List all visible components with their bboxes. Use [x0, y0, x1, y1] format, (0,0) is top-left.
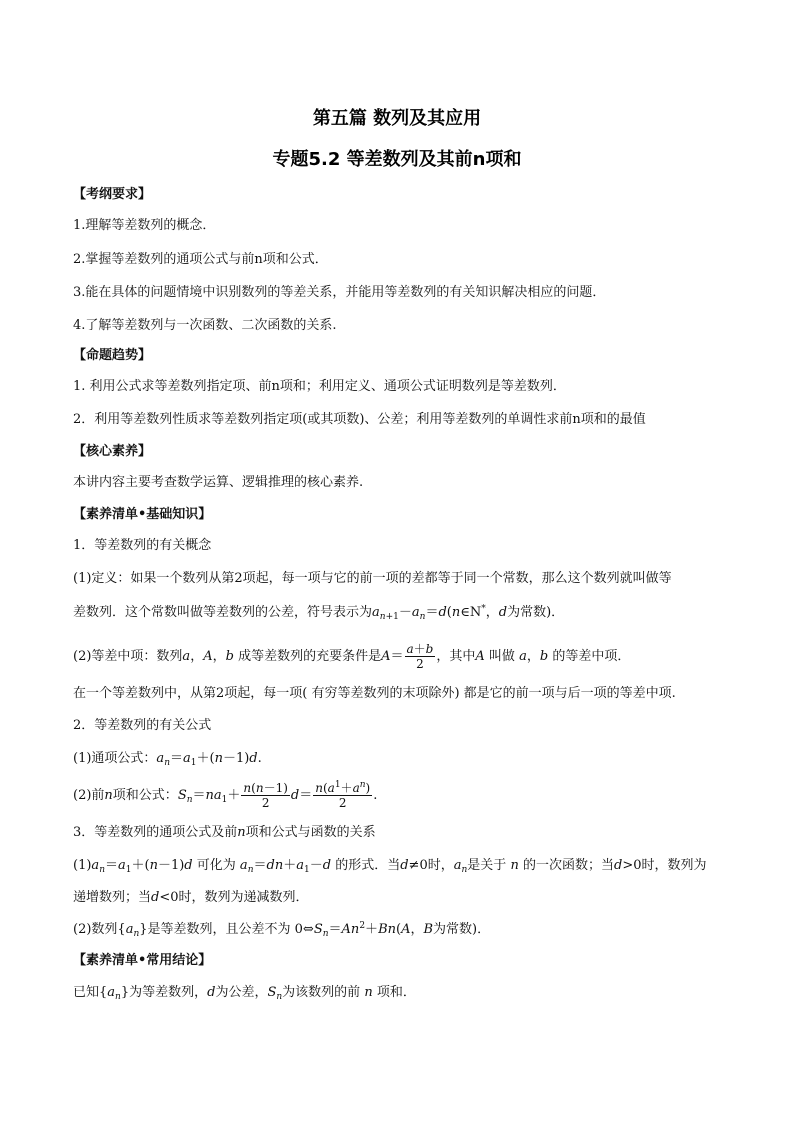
- kaogang-item: 3.能在具体的问题情境中识别数列的等差关系，并能用等差数列的有关知识解决相应的问题．: [73, 285, 606, 300]
- section-header-changyong: 【素养清单•常用结论】: [73, 953, 212, 968]
- jichu-subsection-2: 2．等差数列的有关公式: [73, 718, 212, 733]
- mingti-item: 2．利用等差数列性质求等差数列指定项(或其项数)、公差；利用等差数列的单调性求前n项和的最值: [73, 412, 646, 427]
- function-relation-line-2: 递增数列；当d<0时，数列为递减数列．: [73, 890, 309, 905]
- section-header-hexin: 【核心素养】: [73, 444, 152, 459]
- jichu-subsection-1: 1．等差数列的有关概念: [73, 538, 212, 553]
- kaogang-item: 2.掌握等差数列的通项公式与前n项和公式．: [73, 252, 328, 267]
- section-header-jichu: 【素养清单•基础知识】: [73, 507, 212, 522]
- middle-term-note: 在一个等差数列中，从第2项起，每一项( 有穷等差数列的末项除外) 都是它的前一项与后一项的等差中项.: [73, 686, 676, 701]
- fraction-a-plus-b-over-2: $\frac{a+b}{2}$: [406, 642, 434, 671]
- general-term-formula: (1)通项公式：$a_n=a_1+(n-1)d$.: [73, 751, 262, 768]
- middle-term-line: (2)等差中项：数列a，A，b 成等差数列的充要条件是A＝ $\frac{a+b}{2}$ ，其中A 叫做 a，b 的等差中项．: [73, 642, 631, 671]
- document-subtitle: 专题5.2 等差数列及其前n项和: [272, 149, 522, 170]
- function-relation-line-1: $(1)a_n=a_1+(n-1)d$ 可化为 $a_n=dn+a_1-d$ 的形式．当d≠0时，$a_n$是关于 n 的一次函数；当d>0时，数列为: [73, 858, 707, 875]
- mingti-item: 1. 利用公式求等差数列指定项、前n项和；利用定义、通项公式证明数列是等差数列．: [73, 379, 566, 394]
- kaogang-item: 1.理解等差数列的概念．: [73, 218, 216, 233]
- jichu-subsection-3: 3．等差数列的通项公式及前n项和公式与函数的关系: [73, 825, 376, 840]
- definition-line-1: (1)定义：如果一个数列从第2项起，每一项与它的前一项的差都等于同一个常数，那么这个数列就叫做等: [73, 571, 672, 586]
- section-header-kaogang: 【考纲要求】: [73, 187, 152, 202]
- section-header-mingti: 【命题趋势】: [73, 348, 152, 363]
- changyong-text: 已知$\{a_n\}$为等差数列，d为公差，$S_n$为该数列的前 n 项和．: [73, 985, 416, 1002]
- kaogang-item: 4.了解等差数列与一次函数、二次函数的关系.: [73, 318, 337, 333]
- document-title: 第五篇 数列及其应用: [312, 108, 482, 129]
- definition-line-2: 差数列．这个常数叫做等差数列的公差，符号表示为$a_{n+1}-a_n=d(n\in N^*$，d为常数)．: [73, 604, 565, 622]
- function-relation-line-3: (2)数列$\{a_n\}$是等差数列，且公差不为 $0\Leftrightarrow S_n=An^2+Bn(A$，B为常数)．: [73, 921, 491, 939]
- fraction-sum-over-2: $\frac{n(a^1+a^n)}{2}$: [315, 780, 371, 810]
- sum-formula: (2)前n项和公式：$S_n=na_1+$ $\frac{n(n-1)}{2}$ d＝ $\frac{n(a^1+a^n)}{2}$ .: [73, 780, 378, 810]
- hexin-text: 本讲内容主要考查数学运算、逻辑推理的核心素养.: [73, 475, 364, 490]
- fraction-n-n-minus-1-over-2: $\frac{n(n-1)}{2}$: [243, 781, 288, 810]
